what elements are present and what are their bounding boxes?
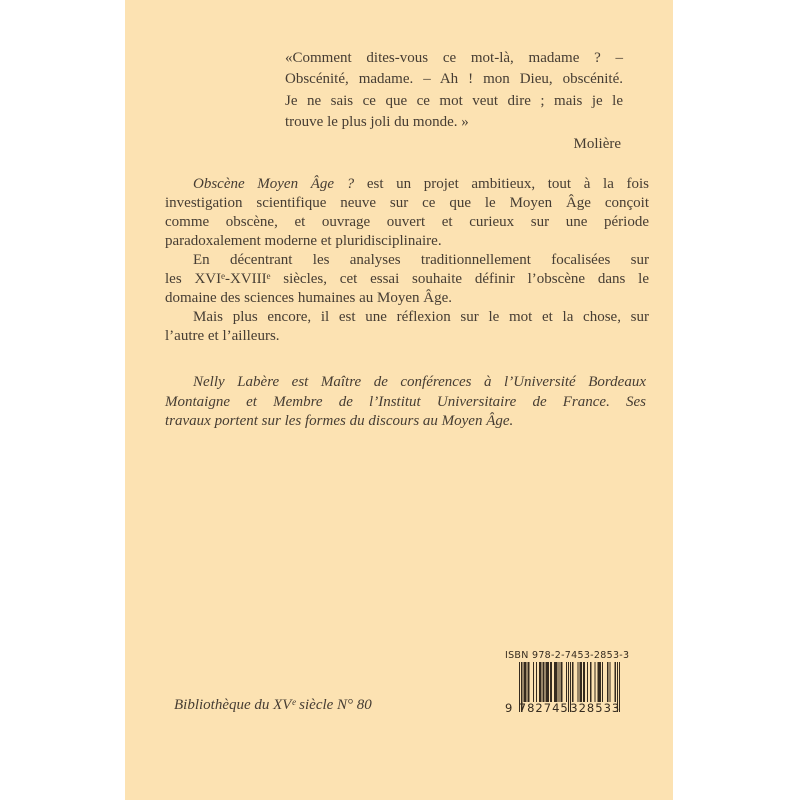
epigraph-quote	[285, 48, 623, 155]
text-line: comme obscène, et ouvrage ouvert et curieux sur une période	[165, 214, 649, 230]
text-line: l’autre et l’ailleurs.	[165, 328, 280, 344]
barcode-digit-first: 9	[505, 701, 513, 715]
text-line: Montaigne et Membre de l’Institut Universitaire de France. Ses	[165, 393, 646, 410]
text-line: Nelly Labère est Maître de conférences à l’Université Bordeaux	[193, 374, 646, 390]
isbn-barcode	[505, 650, 630, 718]
text-line: «Comment dites-vous ce mot-là, madame ? –	[285, 50, 623, 66]
isbn-number-label: ISBN 978-2-7453-2853-3	[505, 650, 630, 661]
back-cover-blurb	[165, 175, 649, 346]
paragraph-2	[165, 251, 649, 308]
text-line: domaine des sciences humaines au Moyen Âge.	[165, 290, 452, 306]
text-line	[165, 175, 649, 194]
text-line: Mais plus encore, il est une réflexion sur le mot et la chose, sur	[193, 309, 649, 325]
quote-attribution: Molière	[573, 135, 621, 152]
text-line: investigation scientifique neuve sur ce que le Moyen Âge conçoit	[165, 195, 649, 211]
barcode-digit-group-left: 782745	[518, 701, 569, 715]
paragraph-1	[165, 175, 649, 251]
text-line: Je ne sais ce que ce mot veut dire ; mais je le	[285, 92, 623, 109]
text-line: paradoxalement moderne et pluridisciplinaire.	[165, 233, 442, 249]
paragraph-1-lines	[165, 194, 649, 251]
author-bio	[165, 373, 646, 432]
barcode-digit-group-right: 328533	[570, 701, 621, 715]
book-back-cover	[125, 0, 673, 800]
paragraph-3	[165, 308, 649, 346]
barcode-digits	[505, 701, 621, 715]
text-line: Obscénité, madame. – Ah ! mon Dieu, obscénité.	[285, 71, 623, 88]
collection-series-label: Bibliothèque du XVᵉ siècle N° 80	[174, 697, 372, 713]
text-line: les XVIᵉ-XVIIIᵉ siècles, cet essai souhaite définir l’obscène dans le	[165, 271, 649, 287]
text-line: En décentrant les analyses traditionnellement focalisées sur	[193, 252, 649, 268]
lead-line-rest: est un projet ambitieux, tout à la fois	[354, 176, 649, 192]
text-line: trouve le plus joli du monde. »	[285, 114, 469, 131]
book-title-italic: Obscène Moyen Âge ?	[193, 176, 355, 192]
epigraph-quote-lines	[285, 48, 623, 134]
text-line: travaux portent sur les formes du discours au Moyen Âge.	[165, 413, 514, 429]
